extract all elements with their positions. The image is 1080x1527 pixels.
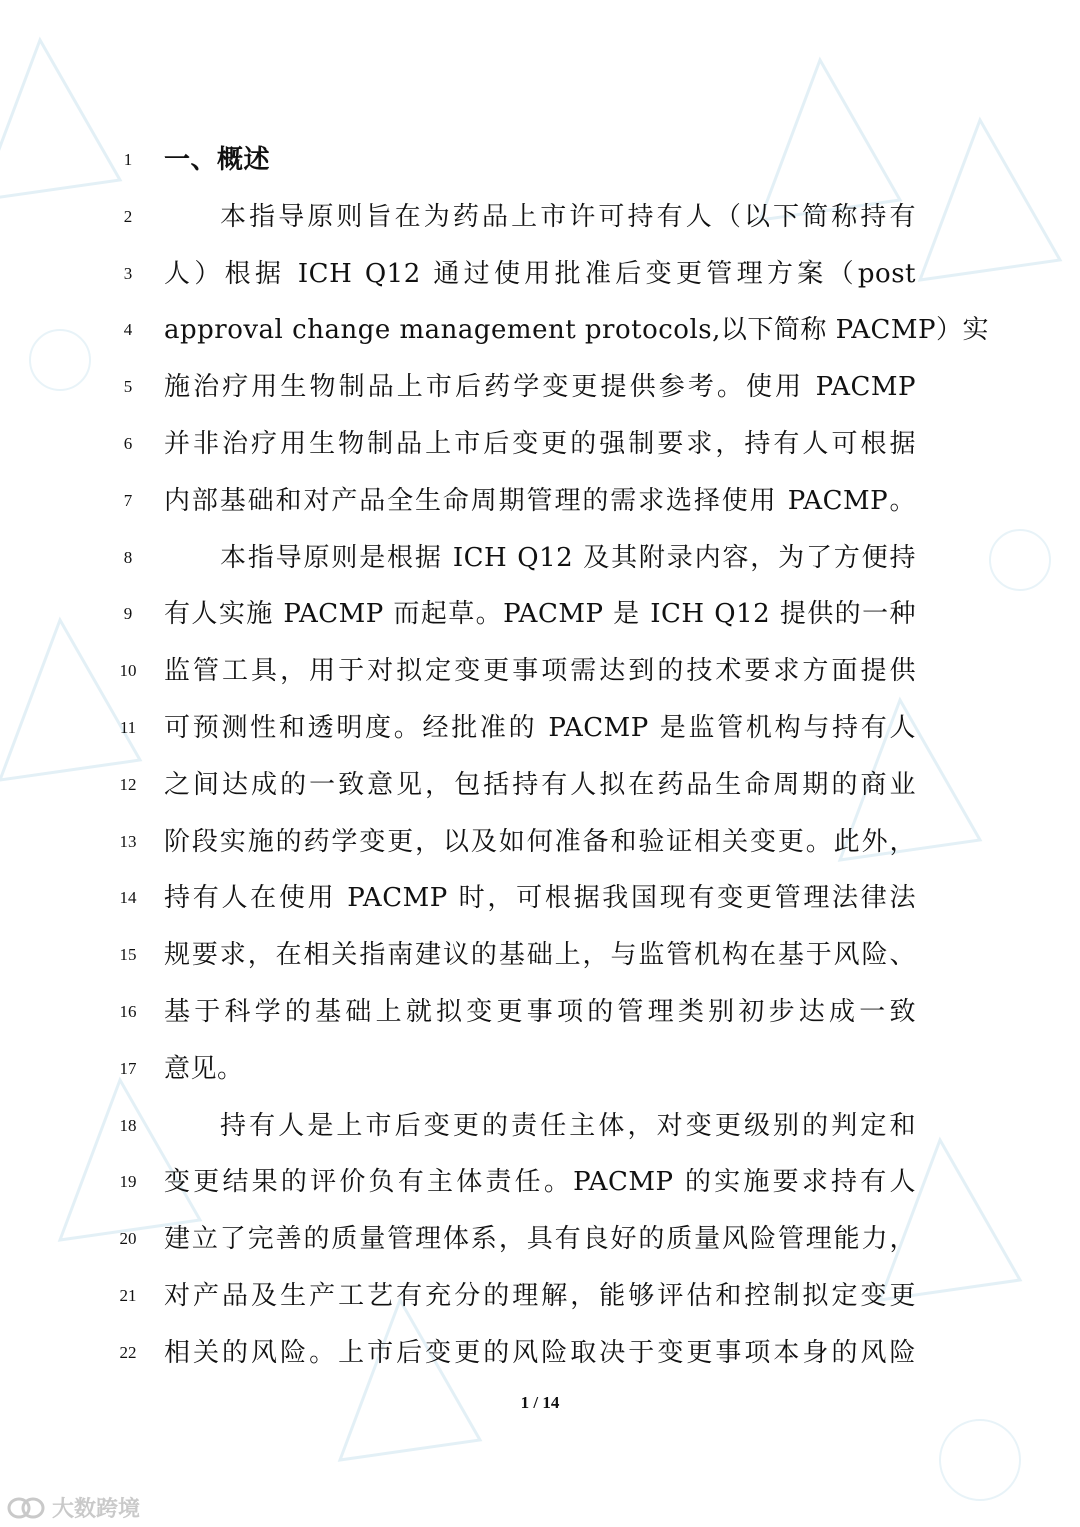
watermark-logo (6, 1492, 140, 1523)
line-text: 意见。 (164, 1053, 244, 1084)
line-text: 内部基础和对产品全生命周期管理的需求选择使用 PACMP。 (164, 485, 916, 516)
line-number: 15 (119, 945, 137, 965)
line-number: 13 (119, 831, 137, 851)
line-number: 22 (119, 1342, 137, 1362)
page-number: 1 / 14 (520, 1393, 560, 1412)
line-number: 4 (123, 320, 133, 340)
line-number: 21 (119, 1285, 137, 1305)
line-number: 14 (119, 888, 137, 908)
line-text: 持有人在使用 PACMP 时，可根据我国现有变更管理法律法 (164, 883, 916, 914)
logo-text: 大数跨境 (52, 1497, 141, 1522)
line-text: 监管工具，用于对拟定变更事项需达到的技术要求方面提供 (164, 656, 916, 687)
line-text: 可预测性和透明度。经批准的 PACMP 是监管机构与持有人 (164, 712, 916, 743)
line-number: 7 (123, 490, 133, 510)
line-number: 8 (123, 547, 133, 567)
line-number: 1 (123, 150, 133, 169)
document-line (0, 302, 1080, 359)
document-line (0, 1211, 1080, 1268)
line-number: 5 (123, 377, 133, 397)
line-number: 3 (123, 263, 133, 283)
line-text: 施治疗用生物制品上市后药学变更提供参考。使用 PACMP (164, 372, 916, 403)
line-number: 19 (119, 1172, 137, 1192)
line-number: 17 (119, 1058, 137, 1078)
line-text: approval change management protocols,以下简称 PACMP）实 (164, 315, 990, 346)
document-line (0, 416, 1080, 473)
text-lines (0, 132, 1080, 1382)
document-line (0, 473, 1080, 530)
line-number: 20 (119, 1229, 137, 1249)
line-text: 持有人是上市后变更的责任主体，对变更级别的判定和 (220, 1110, 916, 1141)
line-text: 对产品及生产工艺有充分的理解，能够评估和控制拟定变更 (164, 1280, 916, 1311)
line-number: 2 (123, 206, 133, 226)
line-number: 11 (119, 717, 137, 737)
line-text: 相关的风险。上市后变更的风险取决于变更事项本身的风险 (164, 1337, 916, 1368)
document-line (0, 643, 1080, 700)
document-line (0, 870, 1080, 927)
document-line (0, 1268, 1080, 1325)
line-text: 并非治疗用生物制品上市后变更的强制要求，持有人可根据 (164, 428, 916, 459)
document-line (0, 814, 1080, 871)
line-text: 人）根据 ICH Q12 通过使用批准后变更管理方案（post (164, 258, 916, 289)
line-text: 基于科学的基础上就拟变更事项的管理类别初步达成一致 (164, 996, 916, 1027)
line-text: 变更结果的评价负有主体责任。PACMP 的实施要求持有人 (164, 1167, 916, 1198)
line-number: 16 (119, 1001, 137, 1021)
line-number: 9 (123, 604, 133, 624)
line-number: 12 (119, 774, 137, 794)
line-number: 10 (119, 661, 137, 681)
line-text: 本指导原则旨在为药品上市许可持有人（以下简称持有 (220, 201, 916, 232)
document-line (0, 359, 1080, 416)
document-line (0, 530, 1080, 587)
line-text: 有人实施 PACMP 而起草。PACMP 是 ICH Q12 提供的一种 (164, 599, 916, 630)
document-line (0, 586, 1080, 643)
document-line (0, 246, 1080, 303)
document-line (0, 132, 1080, 189)
document-line (0, 1098, 1080, 1155)
line-number: 6 (123, 433, 133, 453)
line-text: 本指导原则是根据 ICH Q12 及其附录内容，为了方便持 (220, 542, 916, 573)
document-line (0, 984, 1080, 1041)
logo-icon (6, 1495, 46, 1521)
document-line (0, 1041, 1080, 1098)
document-line (0, 1154, 1080, 1211)
section-heading: 一、概述 (164, 145, 271, 175)
document-line (0, 1325, 1080, 1382)
document-line (0, 189, 1080, 246)
document-line (0, 757, 1080, 814)
document-line (0, 700, 1080, 757)
line-text: 之间达成的一致意见，包括持有人拟在药品生命周期的商业 (164, 769, 916, 800)
line-number: 18 (119, 1115, 137, 1135)
line-text: 阶段实施的药学变更，以及如何准备和验证相关变更。此外， (164, 826, 916, 857)
line-text: 建立了完善的质量管理体系，具有良好的质量风险管理能力， (164, 1224, 916, 1255)
line-text: 规要求，在相关指南建议的基础上，与监管机构在基于风险、 (164, 940, 916, 971)
document-line (0, 927, 1080, 984)
